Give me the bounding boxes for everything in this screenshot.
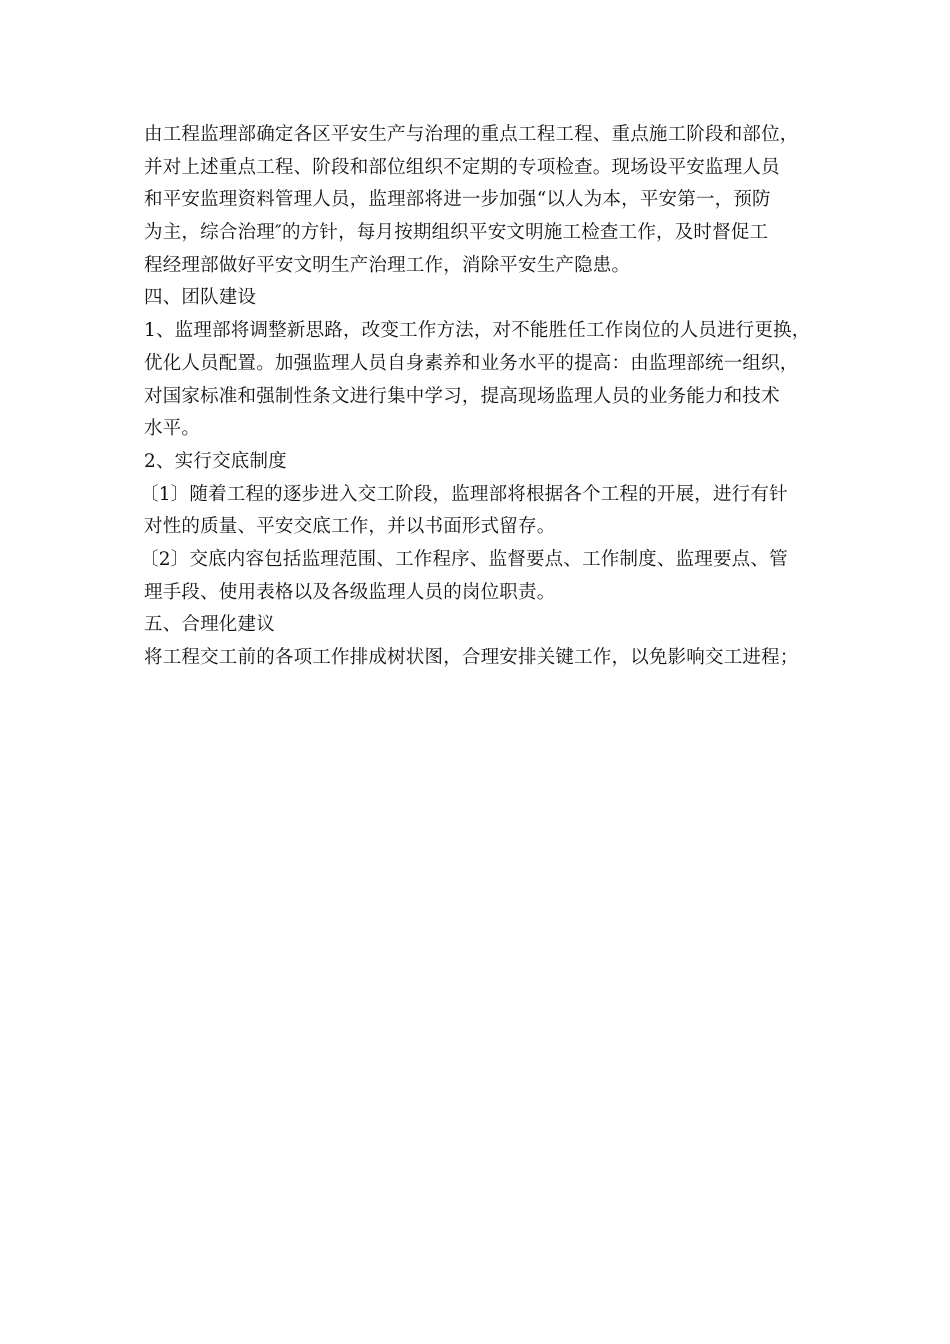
sub-item-line: 对性的质量、平安交底工作，并以书面形式留存。 bbox=[144, 516, 556, 538]
sub-item-line: 〔2〕交底内容包括监理范围、工作程序、监督要点、工作制度、监理要点、管 bbox=[140, 548, 788, 570]
paragraph-line: 为主，综合治理″的方针，每月按期组织平安文明施工检查工作，及时督促工 bbox=[144, 222, 769, 244]
section-heading-team-building: 四、团队建设 bbox=[144, 287, 257, 309]
paragraph-line: 程经理部做好平安文明生产治理工作，消除平安生产隐患。 bbox=[144, 254, 631, 276]
list-item-line: 对国家标准和强制性条文进行集中学习，提高现场监理人员的业务能力和技术 bbox=[144, 385, 780, 407]
list-item-line: 优化人员配置。加强监理人员自身素养和业务水平的提高：由监理部统一组织， bbox=[144, 352, 799, 374]
sub-item-line: 〔1〕随着工程的逐步进入交工阶段，监理部将根据各个工程的开展，进行有针 bbox=[140, 483, 788, 505]
paragraph-line: 将工程交工前的各项工作排成树状图，合理安排关键工作，以免影响交工进程； bbox=[144, 647, 799, 668]
paragraph-line: 和平安监理资料管理人员，监理部将进一步加强“以人为本，平安第一，预防 bbox=[144, 189, 771, 211]
list-item-heading: 2、实行交底制度 bbox=[144, 450, 287, 472]
section-heading-suggestions: 五、合理化建议 bbox=[144, 614, 275, 636]
paragraph-line: 并对上述重点工程、阶段和部位组织不定期的专项检查。现场设平安监理人员 bbox=[144, 156, 780, 178]
paragraph-line: 由工程监理部确定各区平安生产与治理的重点工程工程、重点施工阶段和部位， bbox=[144, 124, 799, 145]
document-body bbox=[140, 119, 824, 675]
sub-item-line: 理手段、使用表格以及各级监理人员的岗位职责。 bbox=[144, 581, 556, 603]
list-item-line: 1、监理部将调整新思路，改变工作方法，对不能胜任工作岗位的人员进行更换， bbox=[144, 320, 811, 342]
list-item-line: 水平。 bbox=[144, 418, 201, 440]
